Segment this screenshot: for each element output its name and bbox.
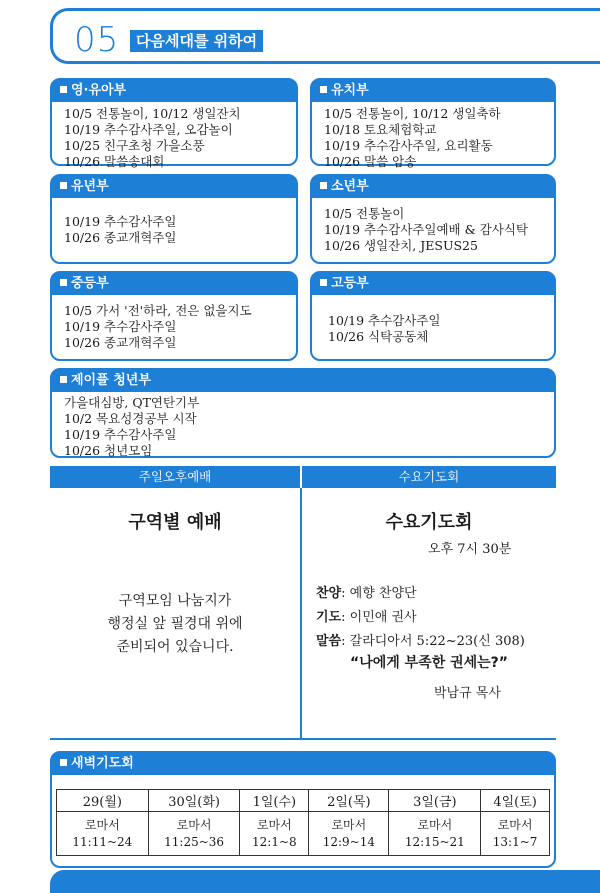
day-cell: 4일(토) [481,790,550,812]
square-bullet-icon [60,279,67,286]
dept-middle-header [52,273,296,295]
prayer-label: 기도 [316,610,342,625]
verse-range: 12:1~8 [252,834,297,849]
dept-children-header [312,176,554,198]
list-item: 10/26 식탁공동체 [328,329,429,344]
scripture-cell [309,812,389,856]
preacher-name: 박남규 목사 [434,686,501,701]
list-item: 10/5 전통놀이, 10/12 생일축하 [324,106,501,121]
dept-infant-title: 영·유아부 [71,83,127,98]
square-bullet-icon [60,376,67,383]
book-name: 로마서 [176,817,212,832]
book-name: 로마서 [331,817,367,832]
list-item: 10/26 말씀송대회 [64,154,165,169]
list-item: 10/26 종교개혁주일 [64,230,177,245]
square-bullet-icon [320,279,327,286]
dept-infant [50,78,298,169]
book-name: 로마서 [417,817,453,832]
verse-range: 12:9~14 [322,834,375,849]
praise-row [316,582,417,601]
dept-high-header [312,273,554,295]
prayer-value: : 이민애 권사 [341,610,417,625]
wednesday-service-title: 수요기도회 [385,512,473,533]
scripture-cell [240,812,309,856]
list-item: 10/19 추수감사주일 [328,313,441,328]
scripture-cell [57,812,149,856]
dept-high-title: 고등부 [331,276,369,291]
list-item: 10/2 목요성경공부 시작 [64,411,197,426]
list-item: 10/25 친구초청 가을소풍 [64,138,205,153]
list-item: 10/19 추수감사주일 [64,427,177,442]
dept-youth-header [52,370,554,392]
dept-junior-header [52,176,296,198]
dept-infant-header [52,80,296,102]
dept-middle-title: 중등부 [71,276,109,291]
list-item: 10/19 추수감사주일, 요리활동 [324,138,493,153]
list-item: 10/26 말씀 암송 [324,154,417,169]
dept-junior [50,174,298,264]
dept-youth [50,368,556,458]
sunday-service-notice [50,590,300,659]
wednesday-service-bar: 수요기도회 [302,466,556,488]
table-row [57,812,550,856]
list-item: 10/5 전통놀이, 10/12 생일잔치 [64,106,241,121]
notice-line: 준비되어 있습니다. [116,639,234,655]
dept-kinder-header [312,80,554,102]
book-name: 로마서 [497,817,533,832]
scripture-cell [148,812,240,856]
square-bullet-icon [60,759,67,766]
notice-line: 행정실 앞 필경대 위에 [107,616,243,632]
list-item: 10/5 전통놀이 [324,206,405,221]
sunday-service-title: 구역별 예배 [128,512,222,533]
sunday-service-bar: 주일오후예배 [50,466,300,488]
dept-children [310,174,556,264]
dawn-prayer-header [52,753,554,775]
list-item: 10/19 추수감사주일 [64,319,177,334]
dept-children-title: 소년부 [331,179,369,194]
dept-youth-title: 제이플 청년부 [71,373,151,388]
book-name: 로마서 [256,817,292,832]
verse-range: 12:15~21 [404,834,465,849]
dept-junior-title: 유년부 [71,179,109,194]
list-item: 10/5 가서 '전'하라, 전은 없을지도 [64,303,252,318]
sermon-title: “나에게 부족한 권세는?” [350,655,508,671]
verse-range: 11:11~24 [72,834,133,849]
square-bullet-icon [320,182,327,189]
notice-line: 구역모임 나눔지가 [118,593,232,609]
list-item: 가을대심방, QT연탄기부 [64,395,200,410]
praise-label: 찬양 [316,586,342,601]
list-item: 10/26 종교개혁주일 [64,335,177,350]
list-item: 10/19 추수감사주일 [64,214,177,229]
praise-value: : 예향 찬양단 [341,586,417,601]
square-bullet-icon [60,86,67,93]
dept-kinder [310,78,556,169]
wednesday-service-time: 오후 7시 30분 [428,542,512,557]
square-bullet-icon [320,86,327,93]
prayer-row [316,606,417,625]
list-item: 10/18 토요체험학교 [324,122,437,137]
verse-range: 13:1~7 [492,834,538,849]
dawn-prayer-box [50,751,556,868]
footer-bar [50,870,600,893]
word-label: 말씀 [316,634,342,649]
day-cell: 1일(수) [240,790,309,812]
dawn-prayer-table [56,789,550,856]
list-item: 10/19 추수감사주일예배 & 감사식탁 [324,222,528,237]
day-cell: 29(월) [57,790,149,812]
day-cell: 2일(목) [309,790,389,812]
dept-kinder-title: 유치부 [331,83,369,98]
section-number: 05 [74,20,120,60]
verse-range: 11:25~36 [164,834,225,849]
day-cell: 3일(금) [389,790,481,812]
dept-middle [50,271,298,361]
scripture-cell [481,812,550,856]
section-title: 다음세대를 위하여 [130,30,263,52]
service-bottom-line [50,738,556,740]
word-value: : 갈라디아서 5:22~23(신 308) [341,634,525,649]
list-item: 10/26 청년모임 [64,443,153,458]
list-item: 10/26 생일잔치, JESUS25 [324,238,478,253]
book-name: 로마서 [84,817,120,832]
day-cell: 30일(화) [148,790,240,812]
list-item: 10/19 추수감사주일, 오감놀이 [64,122,233,137]
table-header-row [57,790,550,812]
dawn-prayer-title: 새벽기도회 [71,756,134,771]
dept-high [310,271,556,361]
scripture-cell [389,812,481,856]
square-bullet-icon [60,182,67,189]
word-row [316,630,525,649]
